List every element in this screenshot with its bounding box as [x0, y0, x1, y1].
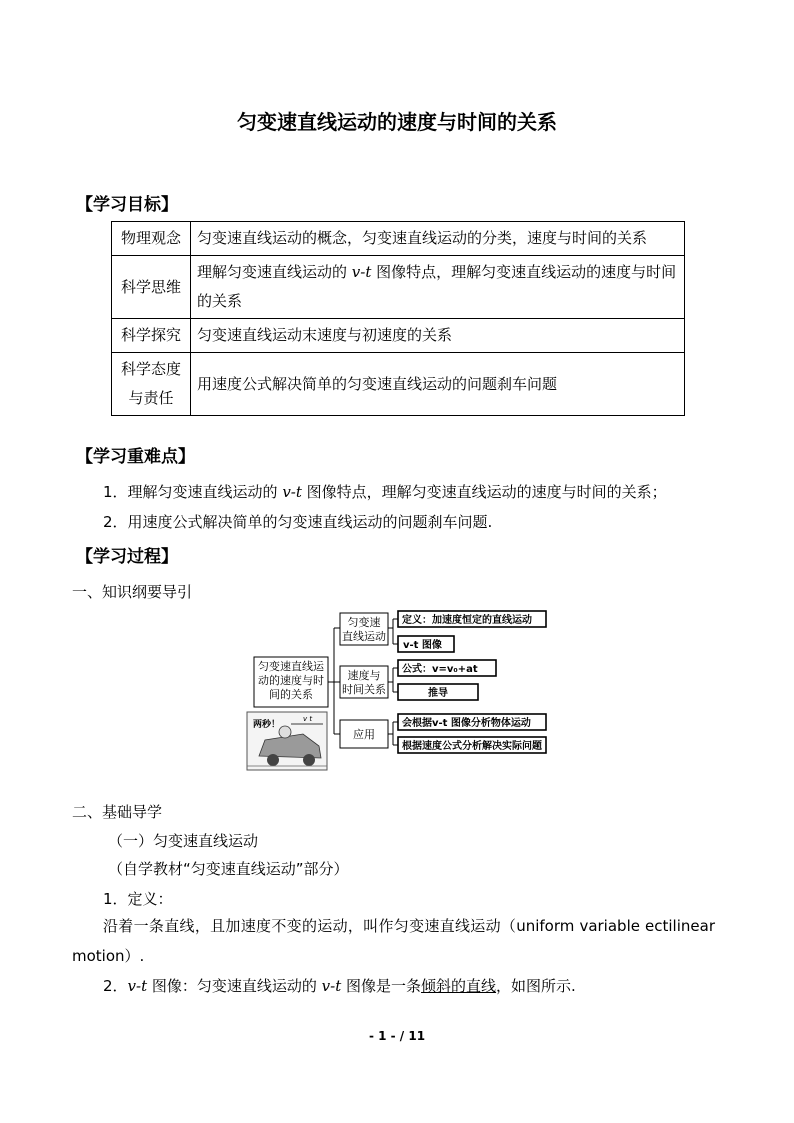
root-label-line: 匀变速直线运 — [258, 660, 324, 673]
leaf-label: 根据速度公式分析解决实际问题 — [402, 741, 542, 752]
text-vt: v-t — [321, 977, 342, 995]
leaf-box — [398, 737, 546, 753]
leaf-label: 会根据v-t 图像分析物体运动 — [402, 718, 531, 729]
text-part: 图像是一条 — [341, 977, 422, 995]
leaf-box — [398, 660, 496, 676]
root-label-line: 动的速度与时 — [258, 674, 324, 687]
section-goals-heading: 【学习目标】 — [76, 195, 178, 215]
leaf-box — [398, 684, 478, 700]
text-part: 2． — [103, 977, 128, 995]
key-point-2: 2．用速度公式解决简单的匀变速直线运动的问题刹车问题. — [103, 513, 493, 531]
page-number: - 1 - / 11 — [368, 1029, 426, 1043]
part1-heading: 一、知识纲要导引 — [72, 583, 193, 601]
root-label-line: 间的关系 — [269, 688, 313, 701]
goal-text-vt: v-t — [351, 263, 372, 281]
goal-text-part: 图像特点，理解匀变速直线运动的速度与时间的关系 — [197, 263, 677, 310]
definition-text: 沿着一条直线，且加速度不变的运动，叫作匀变速直线运动（uniform variable ectilinear motion）. — [72, 917, 715, 965]
section-keypoints-heading: 【学习重难点】 — [76, 447, 195, 467]
subsection-note: （自学教材“匀变速直线运动”部分） — [108, 860, 349, 878]
leaf-box — [398, 714, 546, 730]
goal-key: 科学态度与责任 — [112, 353, 191, 416]
goal-key: 科学探究 — [112, 319, 191, 353]
table-row — [112, 222, 685, 256]
text-vt: v-t — [282, 483, 302, 501]
table-row — [112, 319, 685, 353]
leaf-label: v-t 图像 — [403, 640, 442, 651]
text-vt: v-t — [127, 977, 148, 995]
definition-label: 1．定义： — [103, 890, 173, 908]
text-part: 图像特点，理解匀变速直线运动的速度与时间的关系； — [301, 483, 667, 501]
section-process-heading: 【学习过程】 — [76, 547, 178, 567]
goal-text — [191, 256, 685, 319]
goal-text-part: 理解匀变速直线运动的 — [197, 263, 352, 281]
branch-label: 匀变速 — [347, 616, 381, 629]
table-row — [112, 353, 685, 416]
table-row — [112, 256, 685, 319]
leaf-label: 公式：v=v₀+at — [402, 664, 478, 675]
text-part: 图像：匀变速直线运动的 — [147, 977, 322, 995]
image-label: 两秒！ — [253, 720, 281, 730]
page-title: 匀变速直线运动的速度与时间的关系 — [237, 110, 557, 134]
knowledge-outline-diagram — [245, 606, 550, 772]
learning-goals-table — [111, 221, 685, 416]
underlined-text: 倾斜的直线 — [421, 977, 497, 995]
branch-label: 直线运动 — [342, 630, 386, 643]
text-part: ，如图所示. — [496, 977, 576, 995]
goal-key: 物理观念 — [112, 222, 191, 256]
text-part: 1．理解匀变速直线运动的 — [103, 483, 283, 501]
goal-text: 用速度公式解决简单的匀变速直线运动的问题刹车问题 — [191, 353, 685, 416]
leaf-box — [398, 636, 454, 652]
goal-text: 匀变速直线运动末速度与初速度的关系 — [191, 319, 685, 353]
key-point-1 — [103, 481, 667, 502]
branch-label: 时间关系 — [342, 683, 386, 696]
goal-text: 匀变速直线运动的概念，匀变速直线运动的分类，速度与时间的关系 — [191, 222, 685, 256]
leaf-label: 定义：加速度恒定的直线运动 — [402, 615, 532, 626]
subsection-heading: （一）匀变速直线运动 — [108, 832, 259, 850]
branch-label: 应用 — [353, 728, 375, 741]
branch-label: 速度与 — [347, 669, 381, 682]
leaf-label: 推导 — [428, 688, 448, 699]
part2-heading: 二、基础导学 — [72, 803, 163, 821]
goal-key: 科学思维 — [112, 256, 191, 319]
car-cartoon-image — [247, 712, 327, 770]
image-axis: v t — [303, 715, 313, 723]
vt-graph-line — [103, 975, 576, 996]
leaf-box — [398, 611, 546, 627]
